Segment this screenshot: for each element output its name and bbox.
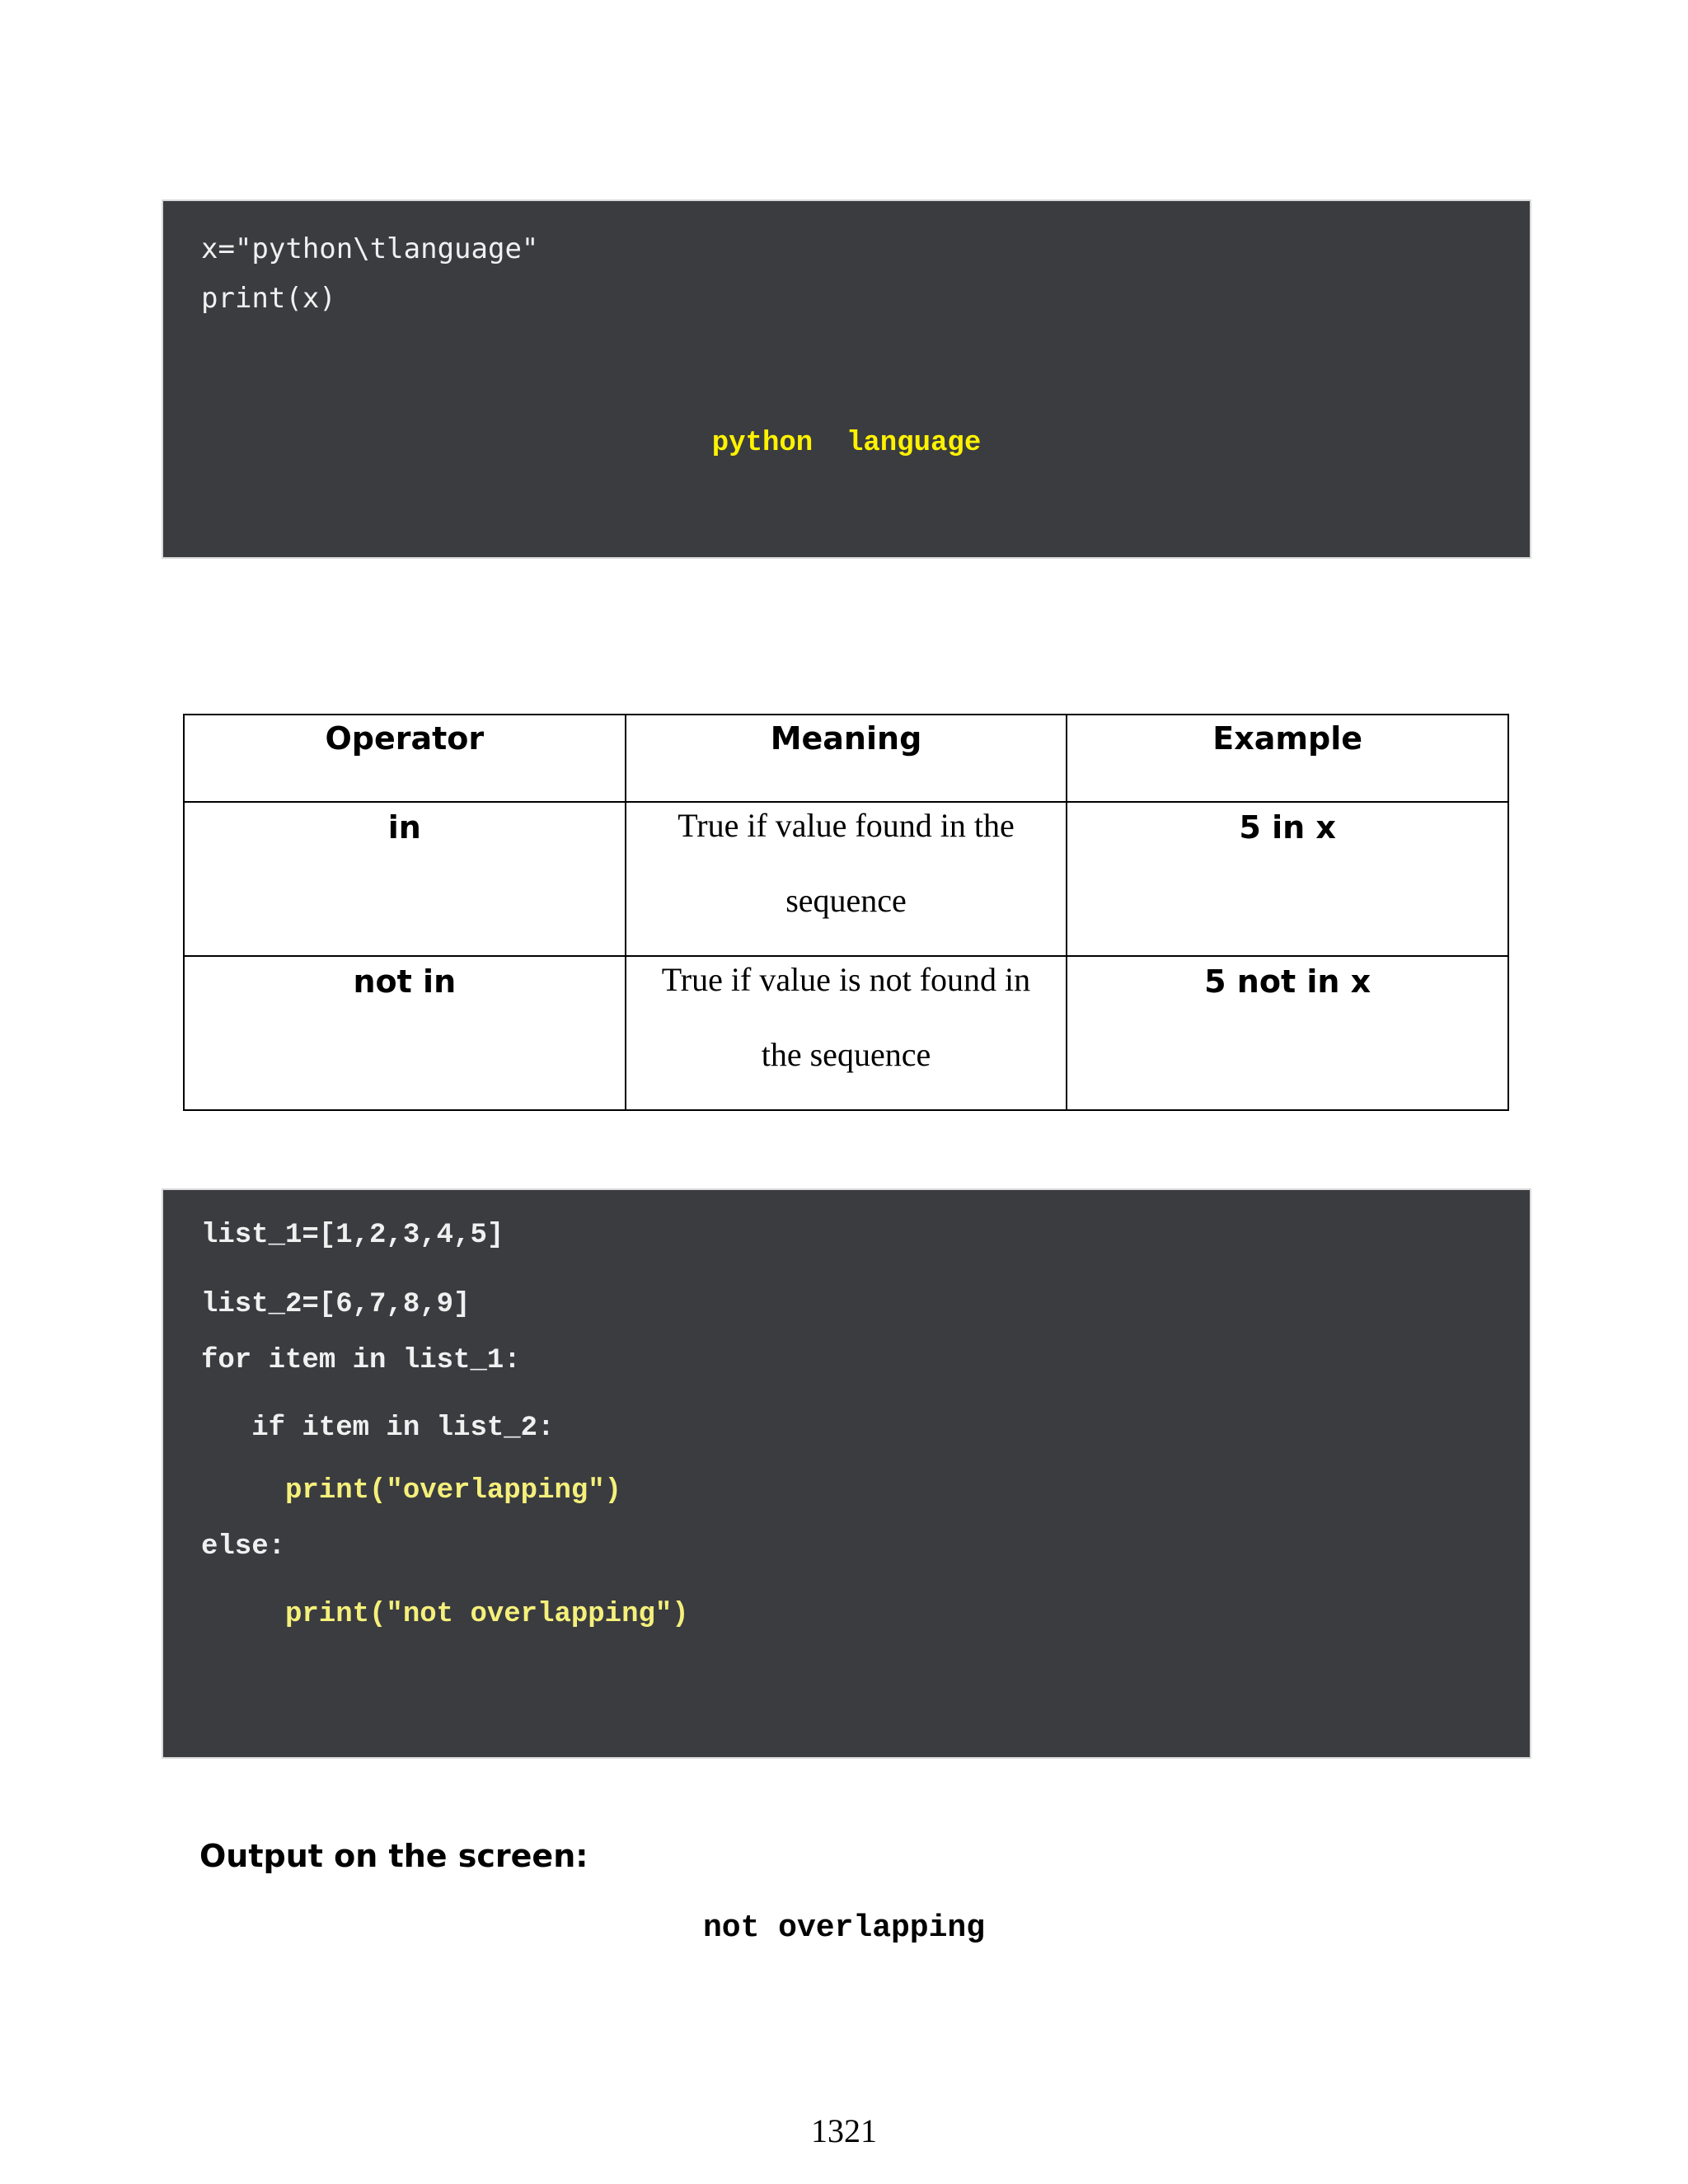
table-header: Meaning — [626, 715, 1067, 802]
code-line: x="python\tlanguage" — [201, 232, 539, 265]
output-value: not overlapping — [702, 1910, 986, 1946]
page-number: 1321 — [811, 2112, 877, 2149]
membership-operators-table — [183, 714, 1509, 1111]
operator-cell: in — [184, 802, 626, 956]
code-block-2 — [162, 1188, 1531, 1759]
code-output: python language — [711, 428, 982, 459]
code-line: print(x) — [201, 282, 336, 315]
meaning-text: True if value found in the sequence — [678, 807, 1015, 919]
meaning-cell — [626, 802, 1067, 956]
operator-cell: not in — [184, 956, 626, 1110]
code-line: if item in list_2: — [201, 1413, 555, 1444]
code-block-1 — [162, 199, 1531, 559]
code-line: list_1=[1,2,3,4,5] — [201, 1220, 504, 1251]
table-header: Operator — [184, 715, 626, 802]
table-row — [184, 802, 1508, 956]
meaning-text: True if value is not found in the sequence — [661, 961, 1031, 1073]
meaning-cell — [626, 956, 1067, 1110]
example-cell: 5 not in x — [1067, 956, 1508, 1110]
code-line: print("not overlapping") — [201, 1599, 689, 1630]
code-line: print("overlapping") — [201, 1475, 622, 1507]
example-cell: 5 in x — [1067, 802, 1508, 956]
output-label: Output on the screen: — [199, 1838, 588, 1874]
table-header: Example — [1067, 715, 1508, 802]
code-line: list_2=[6,7,8,9] — [201, 1289, 471, 1320]
code-line: for item in list_1: — [201, 1345, 521, 1376]
table-row — [184, 956, 1508, 1110]
code-line: else: — [201, 1531, 286, 1563]
